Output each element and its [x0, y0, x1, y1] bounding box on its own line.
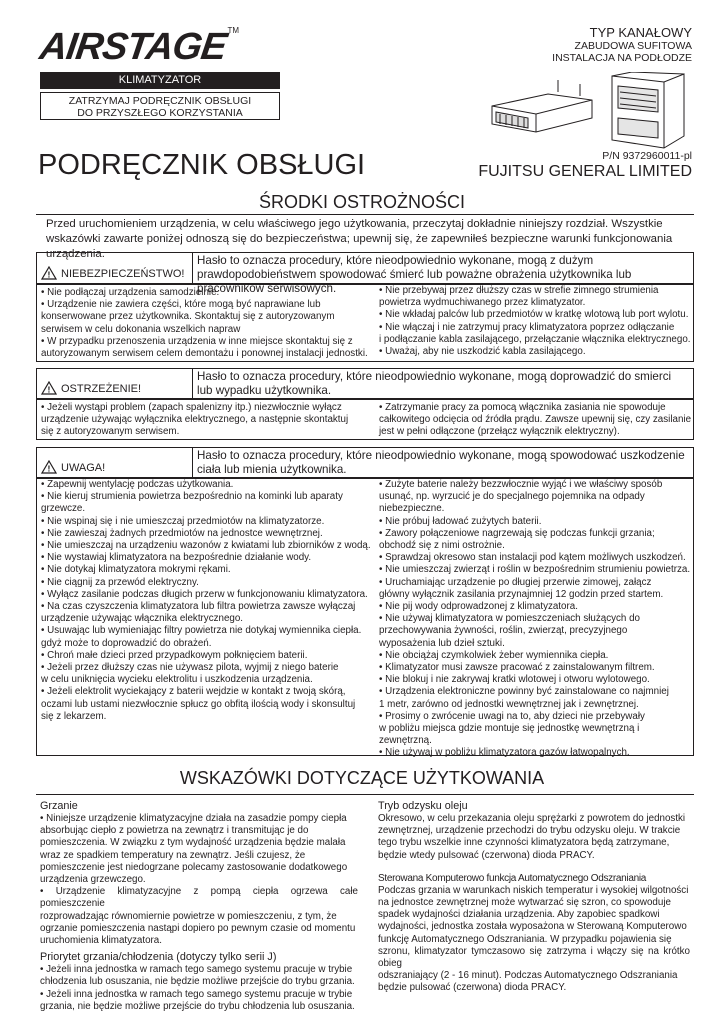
list-item: • Nie włączaj i nie zatrzymuj pracy klimatyzatora poprzez odłączanie: [379, 321, 675, 333]
list-item: • Usuwając lub wymieniając filtry powietrza nie dotykaj wymiennika ciepła.: [41, 625, 362, 637]
usage-right-column: [378, 800, 690, 995]
list-item: pomieszczenia. W związku z tym wydajność urządzenia będzie malała: [40, 837, 346, 849]
danger-box: [36, 284, 694, 362]
list-item: • Wyłącz zasilanie podczas długich przerw w funkcjonowaniu klimatyzatora.: [41, 588, 368, 600]
text-line: funkcję Automatycznego Odszraniania. W przypadku pojawienia się: [378, 933, 672, 945]
list-item: niebezpieczne.: [379, 503, 445, 515]
list-item: zewnętrzną.: [379, 735, 432, 747]
priority-title: Priorytet grzania/chłodzenia (dotyczy tylko serii J): [40, 951, 277, 964]
text-line: wydajności, jednostka została wyposażona w Sterowaną Komputerowo: [378, 921, 687, 933]
heating-text: [40, 813, 358, 947]
text-line: Okresowo, w celu przekazania oleju sprężarki z powrotem do jednostki: [378, 813, 686, 824]
list-item: • Na czas czyszczenia klimatyzatora lub filtra powietrza zawsze wyłączaj: [41, 601, 356, 613]
list-item: • Nie umieszczaj na urządzeniu wazonów z kwiatami lub zbiorników z wodą.: [41, 540, 371, 552]
warning-list-right: [379, 402, 693, 439]
list-item: • W przypadku przenoszenia urządzenia w inne miejsce skontaktuj się z: [41, 335, 353, 347]
list-item: • Sprawdzaj okresowo stan instalacji pod kątem możliwych uszkodzeń.: [379, 552, 686, 564]
list-item: • Nie dotykaj klimatyzatora mokrymi rękami.: [41, 564, 231, 576]
list-item: • Klimatyzator musi zawsze pracować z zainstalowanym filtrem.: [379, 662, 655, 674]
list-item: • Nie próbuj ładować zużytych baterii.: [379, 515, 542, 527]
caution-box: [36, 478, 694, 759]
list-item: pomieszczenie jest niedogrzane polecamy zastosowanie dodatkowego: [40, 861, 348, 873]
list-item: główny wyłącznik zasilania przynajmniej 12 godzin przed startem.: [379, 588, 664, 600]
list-item: • Nie zawieszaj żadnych przedmiotów na jednostce wewnętrznej.: [41, 527, 323, 539]
list-item: • Nie pij wody odprowadzonej z klimatyzatora.: [379, 601, 578, 613]
list-item: • Jeżeli inna jednostka w ramach tego samego systemu pracuje w trybie: [40, 988, 353, 1000]
list-item: • Nie wkładaj palców lub przedmiotów w kratkę wlotową lub port wylotu.: [379, 309, 689, 321]
list-item: urządzenie używając włącznika elektrycznego.: [41, 613, 244, 625]
list-item: • Nie przebywaj przez dłuższy czas w strefie zimnego strumienia: [379, 285, 659, 296]
text-line: będzie wtedy pulsować (czerwona) dioda PRACY.: [378, 849, 595, 861]
warning-description: Hasło to oznacza procedury, które nieodpowiednio wykonane, mogą doprowadzić do smierci lub wypadku użytkownika.: [197, 370, 672, 397]
caution-header: [36, 447, 694, 478]
list-item: • Uważaj, aby nie uszkodzić kabla zasilającego.: [379, 346, 586, 358]
text-line: na jednostce zewnętrznej może wytwarzać się szron, co spowoduje: [378, 897, 671, 909]
warning-triangle-icon: [41, 381, 57, 395]
list-item: • Nie blokuj i nie zakrywaj kratki wlotowej i otworu wylotowego.: [379, 674, 650, 686]
list-item: urządzenie używając wyłącznika elektrycznego, a następnie skontaktuj: [41, 414, 349, 426]
list-item: • Nie umieszczaj zwierząt i roślin w bezpośrednim strumieniu powietrza.: [379, 564, 691, 576]
list-item: • Nie obciążaj czymkolwiek żeber wymiennika ciepła.: [379, 649, 609, 661]
warning-header: [36, 368, 694, 399]
list-item: całkowitego odcięcia od źródła prądu. Zawsze upewnij się, czy zasilanie: [379, 414, 692, 426]
safety-title: ŚRODKI OSTROŻNOŚCI: [258, 192, 465, 212]
list-item: • Jeżeli inna jednostka w ramach tego samego systemu pracuje w trybie: [40, 964, 353, 976]
list-item: grzania, nie będzie możliwe przejście do trybu chłodzenia lub osuszania.: [40, 1000, 355, 1012]
list-item: • Nie ciągnij za przewód elektryczny.: [41, 576, 199, 588]
divider: [36, 214, 694, 215]
list-item: w pobliżu miejsca gdzie montuje się jednostkę wewnętrzną i: [379, 723, 640, 735]
danger-label: [37, 253, 193, 283]
oil-recovery-text: [378, 813, 690, 862]
list-item: • Nie podłączaj urządzenia samodzielnie.: [41, 287, 220, 298]
keep-line-1: ZATRZYMAJ PODRĘCZNIK OBSŁUGI: [68, 95, 252, 107]
list-item: rozprowadzając równomiernie powietrze w pomieszczeniu, z tym, że: [40, 910, 337, 922]
defrost-text: [378, 885, 690, 995]
usage-left-column: [40, 800, 358, 1013]
brand-name: AIRSTAGE: [37, 26, 229, 68]
caution-list-left: [41, 479, 379, 723]
warning-label: [37, 369, 193, 398]
text-line: Podczas grzania w warunkach niskich temperatur i wysokiej wilgotności: [378, 884, 689, 896]
text-line: szronu, klimatyzator tymczasowo się zatrzyma i włączy się na krótko obieg: [378, 945, 690, 970]
trademark: TM: [227, 26, 240, 35]
list-item: w celu uniknięcia wycieku elektrolitu i uszkodzenia urządzenia.: [41, 674, 313, 686]
list-item: chłodzenia lub osuszania, nie będzie możliwe przejście do trybu grzania.: [40, 976, 355, 988]
svg-text:!: !: [47, 464, 51, 474]
list-item: autoryzowanym serwisem celem demontażu i ponownej instalacji jednostki.: [41, 348, 368, 360]
list-item: wyposażenia lub dzieł sztuki.: [379, 637, 505, 649]
list-item: się z autoryzowanym serwisem.: [41, 426, 180, 438]
list-item: 1 metr, zarówno od jednostki wewnętrznej jak i zewnętrznej.: [379, 698, 639, 710]
text-line: odszraniający (2 - 16 minut). Podczas Automatycznego Odszraniania: [378, 970, 678, 982]
unit-type-line-1: ZABUDOWA SUFITOWA: [574, 40, 692, 52]
part-number: P/N 9372960011-pl: [602, 150, 692, 162]
list-item: • Zawory połączeniowe nagrzewają się podczas funkcji grzania;: [379, 527, 655, 539]
warning-label-text: OSTRZEŻENIE!: [61, 383, 142, 395]
list-item: • Nie kieruj strumienia powietrza bezpośrednio na kominki lub aparaty: [41, 491, 343, 503]
company-name: FUJITSU GENERAL LIMITED: [478, 163, 692, 180]
list-item: • Jeżeli przez dłuższy czas nie używasz pilota, wyjmij z niego baterie: [41, 662, 339, 674]
danger-list-right: [379, 285, 695, 358]
list-item: • Urządzenie klimatyzacyjne z pompą ciepła ogrzewa całe pomieszczenie: [40, 886, 358, 910]
danger-label-text: NIEBEZPIECZEŃSTWO!: [61, 268, 185, 280]
list-item: • Nie używaj klimatyzatora w pomieszczeniach służących do: [379, 613, 640, 625]
list-item: • Nie używaj w pobliżu klimatyzatora gazów łatwopalnych.: [379, 747, 630, 759]
list-item: oczami lub ustami niezwłocznie spłucz go obfitą ilością wody i skonsultuj: [41, 698, 356, 710]
list-item: • Uruchamiając urządzenie po długiej przerwie zimowej, załącz: [379, 576, 652, 588]
list-item: wraz ze spadkiem temperatury na zewnątrz. Jeśli czujesz, że: [40, 849, 306, 861]
caution-label-text: UWAGA!: [61, 462, 106, 474]
list-item: • Urządzenie nie zawiera części, które mogą być naprawiane lub: [41, 299, 321, 311]
list-item: • Jeżeli wystąpi problem (zapach spalenizny itp.) niezwłocznie wyłącz: [41, 402, 342, 413]
list-item: • Nie wspinaj się i nie umieszczaj przedmiotów na klimatyzatorze.: [41, 515, 325, 527]
list-item: urządzenia grzewczego.: [40, 874, 146, 886]
list-item: • Nie wystawiaj klimatyzatora na bezpośrednie działanie wody.: [41, 552, 312, 564]
svg-text:!: !: [47, 270, 51, 280]
list-item: jest w pełni odłączone (przełącz wyłącznik elektryczny).: [379, 426, 620, 438]
airstage-logo: [37, 26, 280, 74]
text-line: będzie pulsować (czerwona) dioda PRACY.: [378, 982, 567, 994]
oil-recovery-title: Tryb odzysku oleju: [378, 800, 468, 812]
list-item: powietrza wydmuchiwanego przez klimatyzator.: [379, 297, 586, 309]
list-item: ogrzanie pomieszczenia nastąpi dopiero po pewnym czasie od momentu: [40, 922, 356, 934]
caution-label: [37, 448, 193, 477]
warning-list-left: [41, 402, 371, 439]
text-line: spadek wydajności działania urządzenia. Aby zapobiec spadkowi: [378, 909, 660, 921]
unit-illustration-icon: [488, 72, 694, 150]
usage-title: WSKAZÓWKI DOTYCZĄCE UŻYTKOWANIA: [179, 768, 545, 788]
priority-text: [40, 964, 358, 1013]
list-item: serwisem w celu dokonania wszelkich napraw: [41, 323, 241, 335]
product-label: KLIMATYZATOR: [40, 72, 280, 89]
page-title: PODRĘCZNIK OBSŁUGI: [38, 149, 366, 181]
danger-list-left: [41, 287, 381, 360]
list-item: • Urządzenia elektroniczne powinny być zainstalowane co najmniej: [379, 686, 669, 698]
warning-triangle-icon: [41, 266, 57, 280]
keep-line-2: DO PRZYSZŁEGO KORZYSTANIA: [77, 107, 243, 119]
list-item: • Niniejsze urządzenie klimatyzacyjne działa na zasadzie pompy ciepła: [40, 813, 347, 824]
list-item: • Chroń małe dzieci przed przypadkowym połknięciem baterii.: [41, 649, 308, 661]
unit-type: [552, 26, 692, 64]
list-item: obchodź się z nimi ostrożnie.: [379, 540, 505, 552]
defrost-title: Sterowana Komputerowo funkcja Automatycznego Odszraniania: [378, 872, 647, 884]
safety-intro: Przed uruchomieniem urządzenia, w celu właściwego jego użytkowania, przeczytaj dokładnie niniejszy rozdział. Wszystkie wskazówki zawarte poniżej odnoszą się do bezpieczeństwa; upewnij się, że zapewniłeś bezpieczne warunki funkcjonowania urządzenia.: [46, 218, 673, 260]
list-item: i podłączanie kabla zasilającego, przełączanie włącznika elektrycznego.: [379, 333, 691, 345]
list-item: • Jeżeli elektrolit wyciekający z baterii wejdzie w kontakt z twoją skórą,: [41, 686, 346, 698]
list-item: • Prosimy o zwrócenie uwagi na to, aby dzieci nie przebywały: [379, 710, 645, 722]
heating-title: Grzanie: [40, 800, 78, 812]
warning-triangle-icon: [41, 460, 57, 474]
list-item: konserwowane przez użytkownika. Skontaktuj się z autoryzowanym: [41, 311, 335, 323]
list-item: • Zużyte baterie należy bezzwłocznie wyjąć i we właściwy sposób: [379, 479, 663, 490]
caution-list-right: [379, 479, 695, 760]
divider: [36, 794, 694, 795]
list-item: absorbując ciepło z powietrza na zewnątrz i transmitując je do: [40, 825, 309, 837]
list-item: usunąć, np. wyrzucić je do specjalnego pojemnika na odpady: [379, 491, 645, 503]
list-item: • Zatrzymanie pracy za pomocą włącznika zasiania nie spowoduje: [379, 402, 666, 413]
list-item: grzewcze.: [41, 503, 86, 515]
keep-manual-note: [40, 92, 280, 120]
danger-description: Hasło to oznacza procedury, które nieodpowiednio wykonane, mogą z dużym prawdopodobieństwem spowodować śmierć lub poważne obrażenia użytkownika lub pracowników serwisowych.: [197, 254, 632, 295]
list-item: • Zapewnij wentylację podczas użytkowania.: [41, 479, 234, 490]
text-line: tego trybu wszelkie inne czynności klimatyzatora będą zatrzymane,: [378, 837, 670, 849]
caution-description: Hasło to oznacza procedury, które nieodpowiednio wykonane, mogą spowodować uszkodzenie ciała lub mienia użytkownika.: [197, 449, 685, 476]
unit-type-title: TYP KANAŁOWY: [589, 25, 692, 40]
warning-box: [36, 399, 694, 440]
list-item: się z lekarzem.: [41, 710, 107, 722]
svg-text:!: !: [47, 385, 51, 395]
list-item: uruchomienia klimatyzatora.: [40, 935, 162, 947]
list-item: przechowywania żywności, roślin, zwierząt, precyzyjnego: [379, 625, 628, 637]
text-line: zewnętrznej, urządzenie przechodzi do trybu odzysku oleju. W trakcie: [378, 825, 681, 837]
unit-type-line-2: INSTALACJA NA PODŁODZE: [552, 52, 692, 64]
list-item: gdyż może to doprowadzić do obrażeń.: [41, 637, 212, 649]
